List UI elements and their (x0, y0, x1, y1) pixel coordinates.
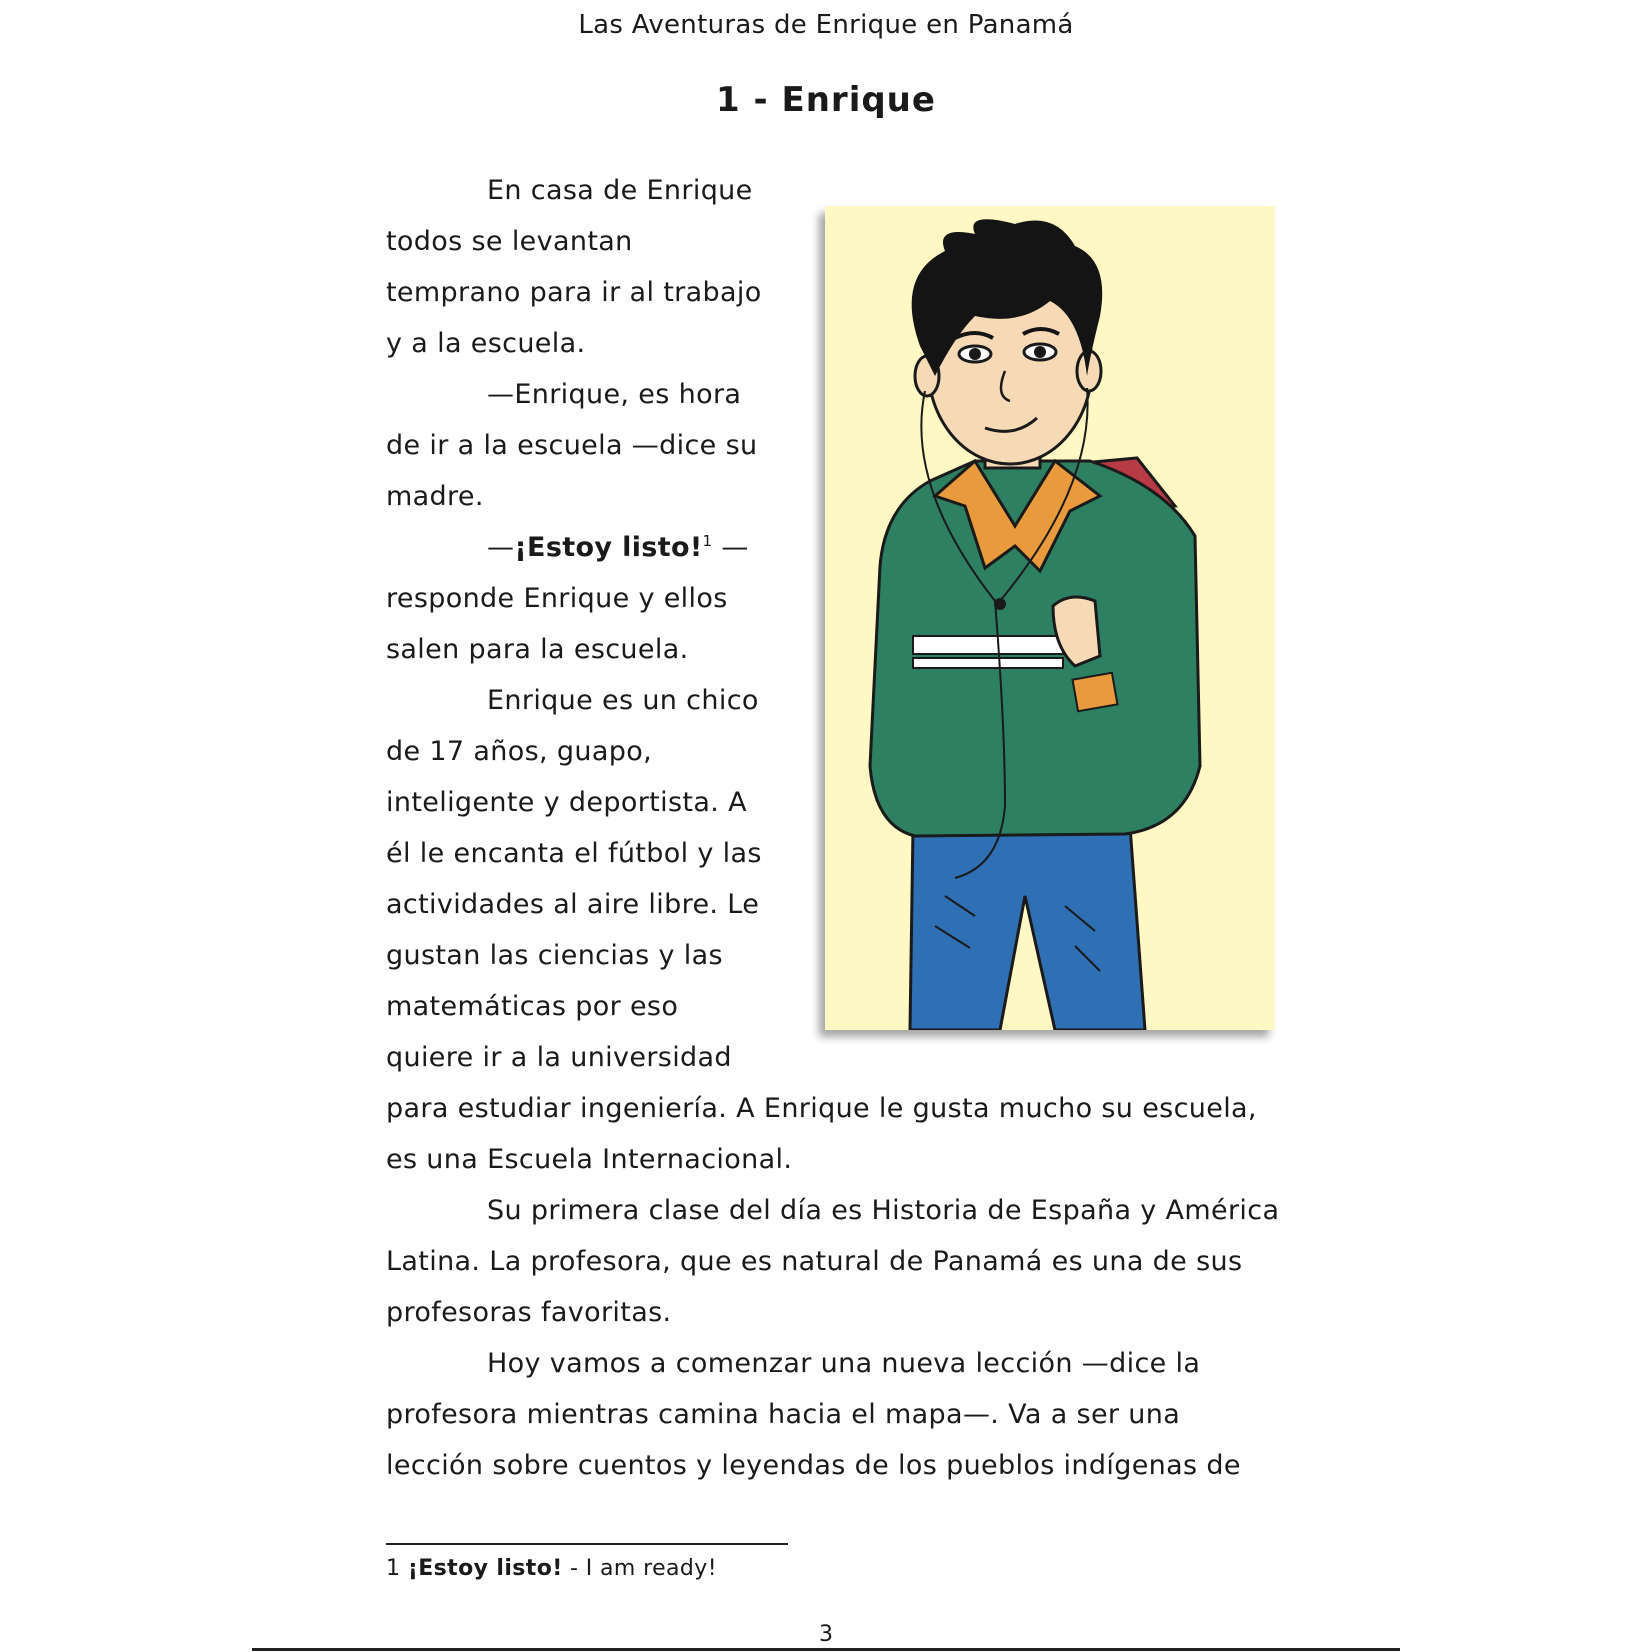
dash: — (487, 532, 515, 563)
boy-drawing (825, 206, 1275, 1030)
page-bottom-rule (252, 1648, 1400, 1651)
text-line: —Enrique, es hora (487, 379, 742, 410)
dialogue-line (487, 531, 749, 565)
bold-phrase: ¡Estoy listo! (514, 532, 703, 563)
text-line: responde Enrique y ellos (386, 583, 728, 614)
text-line: Enrique es un chico (487, 685, 759, 716)
text-line: él le encanta el fútbol y las (386, 838, 762, 869)
text-line: Hoy vamos a comenzar una nueva lección —dice la (487, 1348, 1201, 1379)
text-line: y a la escuela. (386, 328, 586, 359)
footnote-divider (386, 1543, 788, 1545)
text-line: es una Escuela Internacional. (386, 1144, 793, 1175)
text-line: Latina. La profesora, que es natural de Panamá es una de sus (386, 1246, 1243, 1277)
footnote-number: 1 (386, 1556, 401, 1581)
text-line: Su primera clase del día es Historia de España y América (487, 1195, 1280, 1226)
running-header: Las Aventuras de Enrique en Panamá (578, 10, 1074, 40)
text-line: salen para la escuela. (386, 634, 689, 665)
text-line: inteligente y deportista. A (386, 787, 747, 818)
text-line: de 17 años, guapo, (386, 736, 653, 767)
text-line: madre. (386, 481, 484, 512)
footnote-gloss: - I am ready! (562, 1556, 717, 1581)
text-line: quiere ir a la universidad (386, 1042, 732, 1073)
text-line: temprano para ir al trabajo (386, 277, 762, 308)
text-line: profesora mientras camina hacia el mapa—. Va a ser una (386, 1399, 1181, 1430)
text-line: de ir a la escuela —dice su (386, 430, 758, 461)
text-line: lección sobre cuentos y leyendas de los pueblos indígenas de (386, 1450, 1241, 1481)
dash: — (712, 532, 749, 563)
sweater-stripe (913, 636, 1063, 654)
text-line: En casa de Enrique (487, 175, 753, 206)
text-line: matemáticas por eso (386, 991, 679, 1022)
text-line: para estudiar ingeniería. A Enrique le gusta mucho su escuela, (386, 1093, 1257, 1124)
chapter-title: 1 - Enrique (716, 80, 936, 120)
text-line: todos se levantan (386, 226, 633, 257)
footnote-term: ¡Estoy listo! (407, 1556, 563, 1581)
page-number: 3 (819, 1622, 833, 1647)
text-line: gustan las ciencias y las (386, 940, 723, 971)
footnote-ref[interactable]: 1 (702, 532, 713, 550)
text-line: profesoras favoritas. (386, 1297, 672, 1328)
text-line: actividades al aire libre. Le (386, 889, 760, 920)
jeans (910, 826, 1145, 1030)
enrique-illustration (825, 206, 1275, 1030)
footnote (386, 1556, 717, 1581)
